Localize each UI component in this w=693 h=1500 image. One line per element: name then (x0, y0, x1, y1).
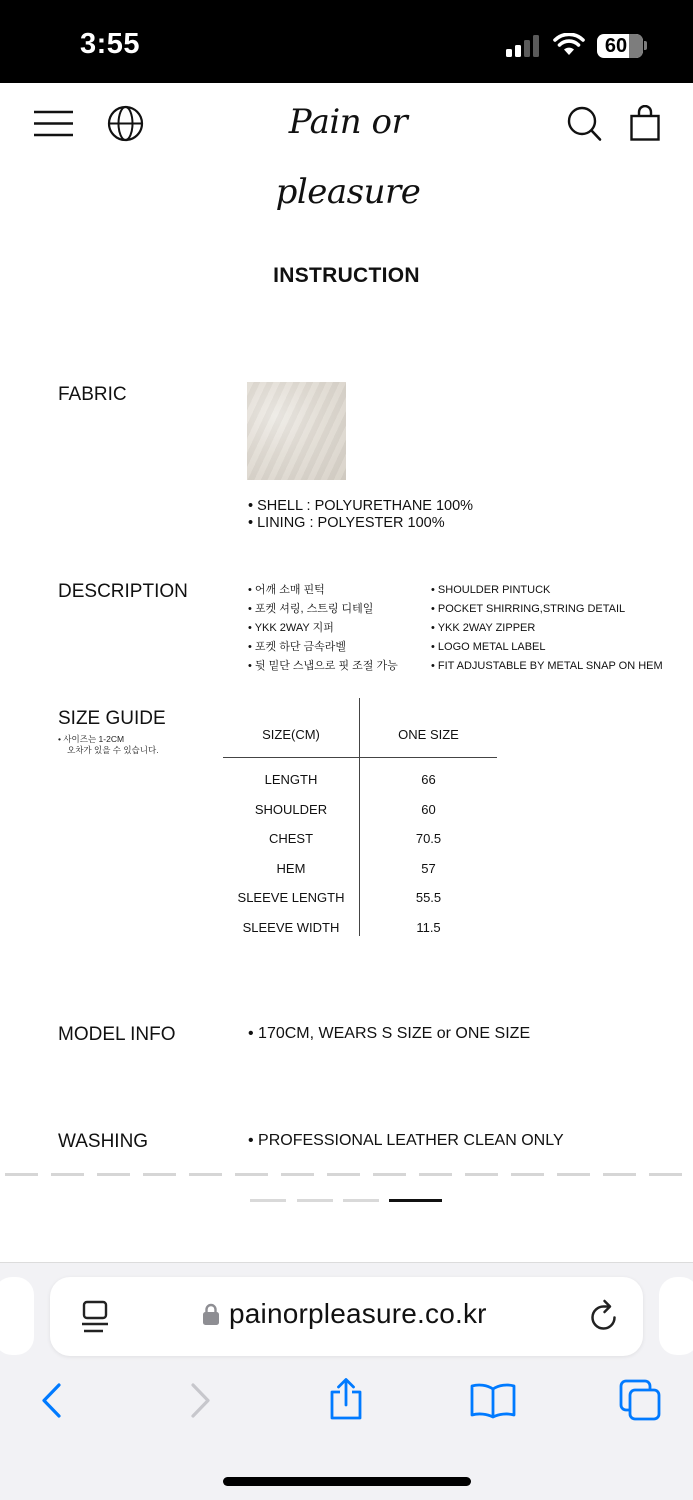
pager-dot[interactable] (297, 1199, 333, 1202)
battery-icon (597, 34, 643, 58)
table-row-value: 66 (421, 772, 436, 787)
table-row-value: 60 (421, 802, 436, 817)
size-table (223, 698, 497, 938)
fabric-shell-text: • SHELL : POLYURETHANE 100% (248, 498, 474, 514)
page-title: INSTRUCTION (273, 264, 420, 287)
list-item: • YKK 2WAY ZIPPER (431, 622, 536, 634)
wifi-icon (553, 33, 585, 57)
divider (5, 1173, 693, 1176)
menu-icon[interactable] (34, 110, 73, 137)
fabric-swatch-image (247, 382, 346, 480)
list-item: • 뒷 밑단 스냅으로 핏 조절 가능 (248, 660, 398, 672)
table-row-label: HEM (276, 861, 306, 876)
battery-level: 60 (604, 35, 628, 57)
list-item: • 포켓 하단 금속라벨 (248, 641, 347, 653)
site-header (0, 83, 693, 212)
lock-icon (203, 1303, 219, 1326)
fabric-label: FABRIC (58, 384, 127, 405)
url-text[interactable]: painorpleasure.co.kr (229, 1298, 487, 1329)
signal-icon (506, 35, 544, 57)
battery-nub (644, 41, 647, 50)
washing-label: WASHING (58, 1131, 149, 1152)
table-row-value: 57 (421, 861, 436, 876)
list-item: • YKK 2WAY 지퍼 (248, 622, 334, 634)
pager-dot[interactable] (250, 1199, 286, 1202)
table-row-value: 11.5 (416, 920, 441, 935)
list-item: • LOGO METAL LABEL (431, 641, 546, 653)
reader-icon[interactable] (81, 1300, 109, 1334)
model-info-text: • 170CM, WEARS S SIZE or ONE SIZE (248, 1025, 531, 1042)
size-note-line: 오차가 있을 수 있습니다. (67, 745, 159, 755)
model-info-label: MODEL INFO (58, 1024, 176, 1045)
table-row-value: 55.5 (415, 890, 442, 905)
status-bar (0, 0, 693, 83)
description-english-list (431, 581, 663, 676)
table-row-label: LENGTH (264, 772, 318, 787)
back-icon[interactable] (40, 1383, 62, 1418)
shopping-bag-icon[interactable] (630, 105, 660, 141)
table-divider-horizontal (223, 757, 497, 758)
status-time: 3:55 (80, 28, 141, 60)
fabric-lining-text: • LINING : POLYESTER 100% (248, 515, 445, 531)
reload-icon[interactable] (589, 1299, 619, 1332)
size-guide-label: SIZE GUIDE (58, 708, 166, 729)
size-guide-note (58, 734, 159, 756)
search-icon[interactable] (567, 106, 602, 142)
table-header-size: SIZE(CM) (262, 727, 320, 742)
list-item: • 어깨 소매 핀턱 (248, 584, 325, 596)
globe-icon[interactable] (107, 105, 144, 142)
forward-icon[interactable] (190, 1383, 212, 1418)
description-korean-list (248, 581, 398, 676)
list-item: • 포켓 셔링, 스트링 디테일 (248, 603, 374, 615)
size-note-line: • 사이즈는 1-2CM (58, 734, 125, 744)
pager-dot-active[interactable] (389, 1199, 442, 1202)
table-row-label: CHEST (268, 831, 314, 846)
list-item: • FIT ADJUSTABLE BY METAL SNAP ON HEM (431, 660, 663, 672)
bookmarks-icon[interactable] (470, 1382, 516, 1419)
table-header-one-size: ONE SIZE (398, 727, 459, 742)
table-row-label: SLEEVE LENGTH (237, 890, 345, 905)
list-item: • SHOULDER PINTUCK (431, 584, 551, 596)
brand-logo[interactable]: Pain or pleasure (275, 102, 421, 212)
table-row-value: 70.5 (415, 831, 442, 846)
share-icon[interactable] (328, 1377, 364, 1421)
tabs-icon[interactable] (619, 1379, 661, 1421)
home-indicator (223, 1477, 471, 1486)
description-label: DESCRIPTION (58, 581, 188, 602)
next-tab-preview[interactable] (659, 1277, 693, 1355)
list-item: • POCKET SHIRRING,STRING DETAIL (431, 603, 626, 615)
previous-tab-preview[interactable] (0, 1277, 34, 1355)
table-row-label: SHOULDER (254, 802, 328, 817)
table-row-label: SLEEVE WIDTH (242, 920, 340, 935)
washing-text: • PROFESSIONAL LEATHER CLEAN ONLY (248, 1132, 564, 1149)
pager-dot[interactable] (343, 1199, 379, 1202)
